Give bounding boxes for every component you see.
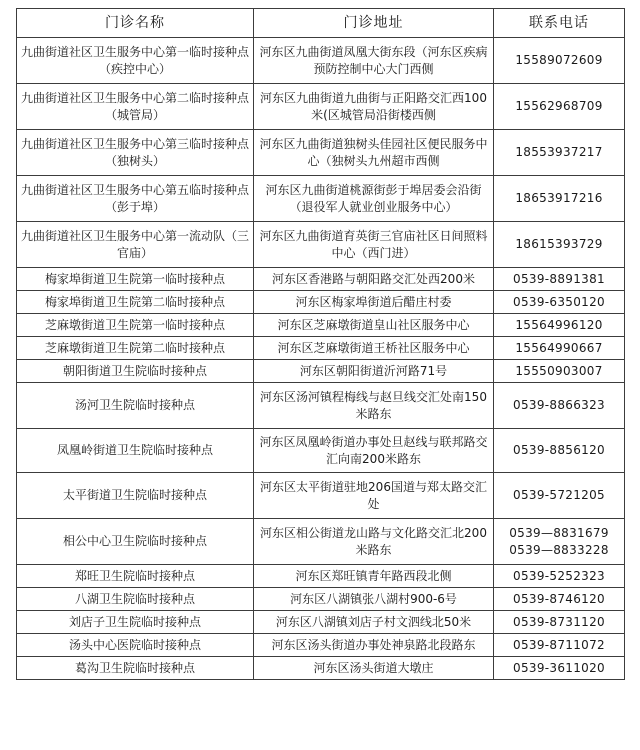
clinic-address-cell: 河东区汤河镇程梅线与赵旦线交汇处南150米路东 bbox=[254, 383, 494, 429]
table-row bbox=[17, 657, 625, 680]
contact-phone-cell bbox=[494, 611, 625, 634]
clinic-name-cell: 郑旺卫生院临时接种点 bbox=[17, 565, 254, 588]
clinic-name-cell: 芝麻墩街道卫生院第一临时接种点 bbox=[17, 314, 254, 337]
contact-phone-cell bbox=[494, 519, 625, 565]
table-row bbox=[17, 84, 625, 130]
clinic-address-cell: 河东区九曲街道育英街三官庙社区日间照料中心（西门进） bbox=[254, 222, 494, 268]
table-row bbox=[17, 314, 625, 337]
contact-phone-cell bbox=[494, 360, 625, 383]
contact-phone-cell bbox=[494, 38, 625, 84]
contact-phone-cell bbox=[494, 429, 625, 473]
table-row bbox=[17, 383, 625, 429]
phone-number: 0539—8831679 bbox=[509, 525, 609, 540]
phone-number: 0539-3611020 bbox=[513, 660, 605, 675]
clinic-address-cell: 河东区相公街道龙山路与文化路交汇北200米路东 bbox=[254, 519, 494, 565]
phone-number: 0539-6350120 bbox=[513, 294, 605, 309]
clinic-address-cell: 河东区梅家埠街道后醋庄村委 bbox=[254, 291, 494, 314]
table-header-row bbox=[17, 9, 625, 38]
clinic-name-cell: 梅家埠街道卫生院第一临时接种点 bbox=[17, 268, 254, 291]
table-row bbox=[17, 588, 625, 611]
contact-phone-cell bbox=[494, 291, 625, 314]
clinic-address-cell: 河东区汤头街道办事处神泉路北段路东 bbox=[254, 634, 494, 657]
contact-phone-cell bbox=[494, 84, 625, 130]
clinic-name-cell: 相公中心卫生院临时接种点 bbox=[17, 519, 254, 565]
clinic-name-cell: 九曲街道社区卫生服务中心第三临时接种点（独树头） bbox=[17, 130, 254, 176]
clinic-name-cell: 刘店子卫生院临时接种点 bbox=[17, 611, 254, 634]
table-row bbox=[17, 429, 625, 473]
table-row bbox=[17, 634, 625, 657]
phone-number: 15564990667 bbox=[515, 340, 603, 355]
clinic-address-cell: 河东区太平街道驻地206国道与郑太路交汇处 bbox=[254, 473, 494, 519]
phone-number: 0539-8731120 bbox=[513, 614, 605, 629]
clinic-name-cell: 凤凰岭街道卫生院临时接种点 bbox=[17, 429, 254, 473]
clinic-name-cell: 汤河卫生院临时接种点 bbox=[17, 383, 254, 429]
clinic-name-cell: 芝麻墩街道卫生院第二临时接种点 bbox=[17, 337, 254, 360]
phone-number: 18653917216 bbox=[515, 191, 603, 205]
phone-number: 0539-8891381 bbox=[513, 271, 605, 286]
clinic-name-cell: 九曲街道社区卫生服务中心第二临时接种点（城管局） bbox=[17, 84, 254, 130]
contact-phone-cell bbox=[494, 222, 625, 268]
table-row bbox=[17, 473, 625, 519]
clinic-address-cell: 河东区九曲街道独树头佳园社区便民服务中心（独树头九州超市西侧 bbox=[254, 130, 494, 176]
clinic-address-cell: 河东区凤凰岭街道办事处旦赵线与联邦路交汇向南200米路东 bbox=[254, 429, 494, 473]
header-clinic-address: 门诊地址 bbox=[254, 9, 494, 38]
table-row bbox=[17, 565, 625, 588]
header-contact-phone: 联系电话 bbox=[494, 9, 625, 38]
clinic-address-cell: 河东区九曲街道凤凰大街东段（河东区疾病预防控制中心大门西侧 bbox=[254, 38, 494, 84]
contact-phone-cell bbox=[494, 383, 625, 429]
contact-phone-cell bbox=[494, 473, 625, 519]
clinic-address-cell: 河东区汤头街道大墩庄 bbox=[254, 657, 494, 680]
table-row bbox=[17, 337, 625, 360]
clinic-name-cell: 九曲街道社区卫生服务中心第五临时接种点（彭于埠） bbox=[17, 176, 254, 222]
contact-phone-cell bbox=[494, 314, 625, 337]
phone-number: 18615393729 bbox=[515, 237, 603, 251]
clinic-table bbox=[16, 8, 625, 680]
clinic-address-cell: 河东区朝阳街道沂河路71号 bbox=[254, 360, 494, 383]
contact-phone-cell bbox=[494, 588, 625, 611]
phone-number: 0539-8711072 bbox=[513, 637, 605, 652]
clinic-address-cell: 河东区八湖镇张八湖村900-6号 bbox=[254, 588, 494, 611]
table-row bbox=[17, 360, 625, 383]
clinic-name-cell: 汤头中心医院临时接种点 bbox=[17, 634, 254, 657]
phone-number: 15562968709 bbox=[515, 99, 603, 113]
phone-number: 0539—8833228 bbox=[509, 542, 609, 557]
table-row bbox=[17, 519, 625, 565]
clinic-name-cell: 葛沟卫生院临时接种点 bbox=[17, 657, 254, 680]
header-clinic-name: 门诊名称 bbox=[17, 9, 254, 38]
phone-number: 0539-8856120 bbox=[513, 443, 605, 457]
clinic-name-cell: 八湖卫生院临时接种点 bbox=[17, 588, 254, 611]
clinic-name-cell: 朝阳街道卫生院临时接种点 bbox=[17, 360, 254, 383]
clinic-address-cell: 河东区香港路与朝阳路交汇处西200米 bbox=[254, 268, 494, 291]
phone-number: 18553937217 bbox=[515, 145, 603, 159]
table-row bbox=[17, 222, 625, 268]
table-row bbox=[17, 38, 625, 84]
phone-number: 15550903007 bbox=[515, 363, 603, 378]
contact-phone-cell bbox=[494, 565, 625, 588]
clinic-address-cell: 河东区九曲街道九曲街与正阳路交汇西100米(区城管局沿街楼西侧 bbox=[254, 84, 494, 130]
table-row bbox=[17, 268, 625, 291]
clinic-name-cell: 太平街道卫生院临时接种点 bbox=[17, 473, 254, 519]
contact-phone-cell bbox=[494, 337, 625, 360]
phone-number: 0539-5252323 bbox=[513, 568, 605, 583]
clinic-address-cell: 河东区芝麻墩街道王桥社区服务中心 bbox=[254, 337, 494, 360]
clinic-name-cell: 九曲街道社区卫生服务中心第一流动队（三官庙） bbox=[17, 222, 254, 268]
clinic-address-cell: 河东区八湖镇刘店子村文泗线北50米 bbox=[254, 611, 494, 634]
table-row bbox=[17, 611, 625, 634]
table-row bbox=[17, 176, 625, 222]
contact-phone-cell bbox=[494, 657, 625, 680]
phone-number: 15589072609 bbox=[515, 53, 603, 67]
clinic-address-cell: 河东区芝麻墩街道皇山社区服务中心 bbox=[254, 314, 494, 337]
table-row bbox=[17, 130, 625, 176]
contact-phone-cell bbox=[494, 176, 625, 222]
contact-phone-cell bbox=[494, 634, 625, 657]
clinic-name-cell: 梅家埠街道卫生院第二临时接种点 bbox=[17, 291, 254, 314]
phone-number: 0539-8746120 bbox=[513, 591, 605, 606]
phone-number: 0539-8866323 bbox=[513, 398, 605, 412]
clinic-address-cell: 河东区九曲街道桃源街彭于埠居委会沿街（退役军人就业创业服务中心） bbox=[254, 176, 494, 222]
table-row bbox=[17, 291, 625, 314]
contact-phone-cell bbox=[494, 130, 625, 176]
contact-phone-cell bbox=[494, 268, 625, 291]
clinic-name-cell: 九曲街道社区卫生服务中心第一临时接种点（疾控中心） bbox=[17, 38, 254, 84]
clinic-address-cell: 河东区郑旺镇青年路西段北侧 bbox=[254, 565, 494, 588]
table-body bbox=[17, 38, 625, 680]
phone-number: 0539-5721205 bbox=[513, 488, 605, 502]
phone-number: 15564996120 bbox=[515, 317, 603, 332]
